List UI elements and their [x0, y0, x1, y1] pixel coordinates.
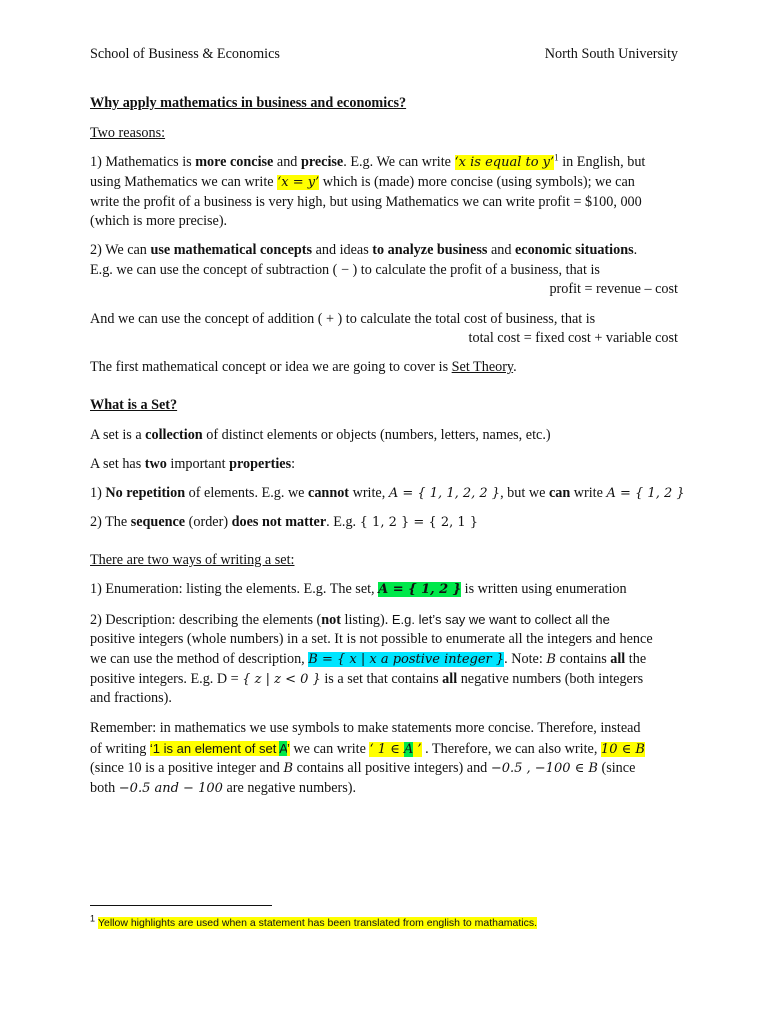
text: E.g. let’s say we want to collect all the: [391, 612, 610, 627]
remember-line-2: [90, 739, 678, 760]
bold-text: precise: [300, 154, 344, 170]
bold-text: use mathematical concepts: [150, 242, 313, 258]
two-reasons-label: Two reasons:: [90, 125, 166, 141]
property-2: [90, 513, 678, 533]
reason-1-line-2: [90, 173, 678, 193]
math: A = { 1, 2 }: [606, 486, 685, 501]
math: B: [546, 652, 556, 667]
footnote-ref[interactable]: 1: [554, 152, 559, 163]
text: . Therefore, we can also write,: [421, 741, 601, 757]
text: .: [633, 242, 638, 258]
header-right: North South University: [544, 46, 678, 62]
text: in English, but: [558, 154, 646, 170]
text: negative numbers (both integers: [457, 671, 644, 687]
highlight-cyan: B = { x | x a postive integer }: [308, 652, 505, 667]
text: A set has: [90, 456, 145, 472]
math: { z | z < 0 }: [242, 672, 321, 687]
total-cost-formula: total cost = fixed cost + variable cost: [468, 330, 678, 346]
text: . Note:: [504, 651, 547, 667]
text: 1) Mathematics is: [90, 154, 196, 170]
text: (since 10 is a positive integer and: [90, 760, 284, 776]
bold-text: to analyze business: [372, 242, 488, 258]
bold-text: not: [321, 612, 341, 628]
bold-text: properties: [229, 456, 292, 472]
text: are negative numbers).: [222, 780, 357, 796]
text: 2) The: [90, 514, 131, 530]
set-theory-link: Set Theory: [451, 359, 514, 375]
reason-2-line-2: E.g. we can use the concept of subtraction ( − ) to calculate the profit of a business, that is: [90, 262, 600, 278]
highlight-yellow: ’: [413, 742, 422, 757]
reason-2-line-1: [90, 241, 678, 261]
text: listing).: [341, 612, 392, 628]
ways-heading: There are two ways of writing a set:: [90, 552, 295, 568]
text: we can write: [289, 741, 370, 757]
text: contains all positive integers) and: [293, 760, 491, 776]
text: contains: [555, 651, 611, 667]
highlight-yellow: ‘x is equal to y’: [454, 155, 555, 170]
description-line-5: and fractions).: [90, 690, 172, 706]
text: (order): [185, 514, 232, 530]
math: { 1, 2 } = { 2, 1 }: [359, 515, 479, 530]
reason-1-line-4: (which is more precise).: [90, 213, 228, 229]
set-properties: [90, 455, 678, 475]
reason-1-line-3: write the profit of a business is very high, but using Mathematics we can write profit = $100, 000: [90, 194, 642, 210]
text: :: [291, 456, 296, 472]
addition-line: And we can use the concept of addition ( + ) to calculate the total cost of business, that is: [90, 311, 596, 327]
text: write: [570, 485, 607, 501]
bold-text: No repetition: [105, 485, 186, 501]
text: and: [487, 242, 515, 258]
reason-1-line-1: [90, 153, 678, 173]
remember-line-4: [90, 779, 678, 799]
text: is a set that contains: [320, 671, 443, 687]
section-heading-why: Why apply mathematics in business and economics?: [90, 95, 407, 111]
text: (since: [597, 760, 636, 776]
text: 1): [90, 485, 106, 501]
highlight-yellow: ’: [286, 741, 290, 756]
text: 1) Enumeration: listing the elements. E.g. The set,: [90, 581, 379, 597]
text: both: [90, 780, 119, 796]
text: using Mathematics we can write: [90, 174, 278, 190]
bold-text: all: [610, 651, 626, 667]
text: the: [625, 651, 647, 667]
footnote-text: Yellow highlights are used when a statement has been translated from english to mathamatics.: [97, 917, 538, 929]
highlight-green: A = { 1, 2 }: [378, 582, 462, 597]
section-heading-set: What is a Set?: [90, 397, 178, 413]
remember-line-1: Remember: in mathematics we use symbols to make statements more concise. Therefore, instead: [90, 720, 641, 736]
footnote-number: 1: [90, 913, 96, 924]
bold-text: economic situations: [514, 242, 634, 258]
text: is written using enumeration: [461, 581, 627, 597]
highlight-yellow: 10 ∈ B: [600, 742, 645, 757]
bold-text: sequence: [130, 514, 186, 530]
footnote-divider: [90, 905, 272, 906]
math: A = { 1, 1, 2, 2 }: [388, 486, 501, 501]
text: .: [513, 359, 517, 375]
text: and: [273, 154, 301, 170]
highlight-green: A: [403, 742, 414, 757]
property-1: [90, 484, 685, 504]
text: positive integers. E.g. D =: [90, 671, 243, 687]
text: of writing: [90, 741, 150, 757]
text: , but we: [500, 485, 549, 501]
description-line-4: [90, 670, 678, 690]
set-definition: [90, 426, 678, 446]
description-line-2: positive integers (whole numbers) in a set. It is not possible to enumerate all the integers and hence: [90, 631, 653, 647]
text: and ideas: [312, 242, 373, 258]
footnote: [90, 913, 538, 930]
text: A set is a: [90, 427, 146, 443]
bold-text: more concise: [195, 154, 274, 170]
highlight-yellow: ‘1 is an element of set: [149, 741, 280, 756]
text: write,: [349, 485, 389, 501]
math: −0.5 , −100 ∈ B: [490, 761, 598, 776]
bold-text: cannot: [308, 485, 350, 501]
set-theory-intro: [90, 358, 678, 378]
highlight-yellow: ‘x = y’: [277, 175, 320, 190]
enumeration-line: [90, 580, 678, 600]
text: important: [166, 456, 230, 472]
text: The first mathematical concept or idea we are going to cover is: [90, 359, 452, 375]
text: . E.g.: [326, 514, 360, 530]
bold-text: does not matter: [231, 514, 327, 530]
bold-text: can: [548, 485, 571, 501]
math: B: [283, 761, 294, 776]
text: we can use the method of description,: [90, 651, 309, 667]
math: −0.5 and − 100: [118, 781, 223, 796]
highlight-green: A: [279, 741, 287, 756]
text: which is (made) more concise (using symbols); we can: [319, 174, 635, 190]
bold-text: collection: [145, 427, 203, 443]
bold-text: two: [144, 456, 167, 472]
description-line-3: [90, 650, 678, 670]
header-left: School of Business & Economics: [90, 46, 280, 62]
remember-line-3: [90, 759, 678, 779]
text: of elements. E.g. we: [185, 485, 309, 501]
text: . E.g. We can write: [343, 154, 455, 170]
page-header: [90, 45, 678, 65]
text: of distinct elements or objects (numbers, letters, names, etc.): [202, 427, 551, 443]
description-line-1: [90, 610, 678, 631]
profit-formula: profit = revenue – cost: [549, 281, 678, 297]
text: 2) Description: describing the elements (: [90, 612, 322, 628]
bold-text: all: [442, 671, 458, 687]
text: 2) We can: [90, 242, 151, 258]
highlight-yellow: ‘ 1 ∈: [369, 742, 404, 757]
